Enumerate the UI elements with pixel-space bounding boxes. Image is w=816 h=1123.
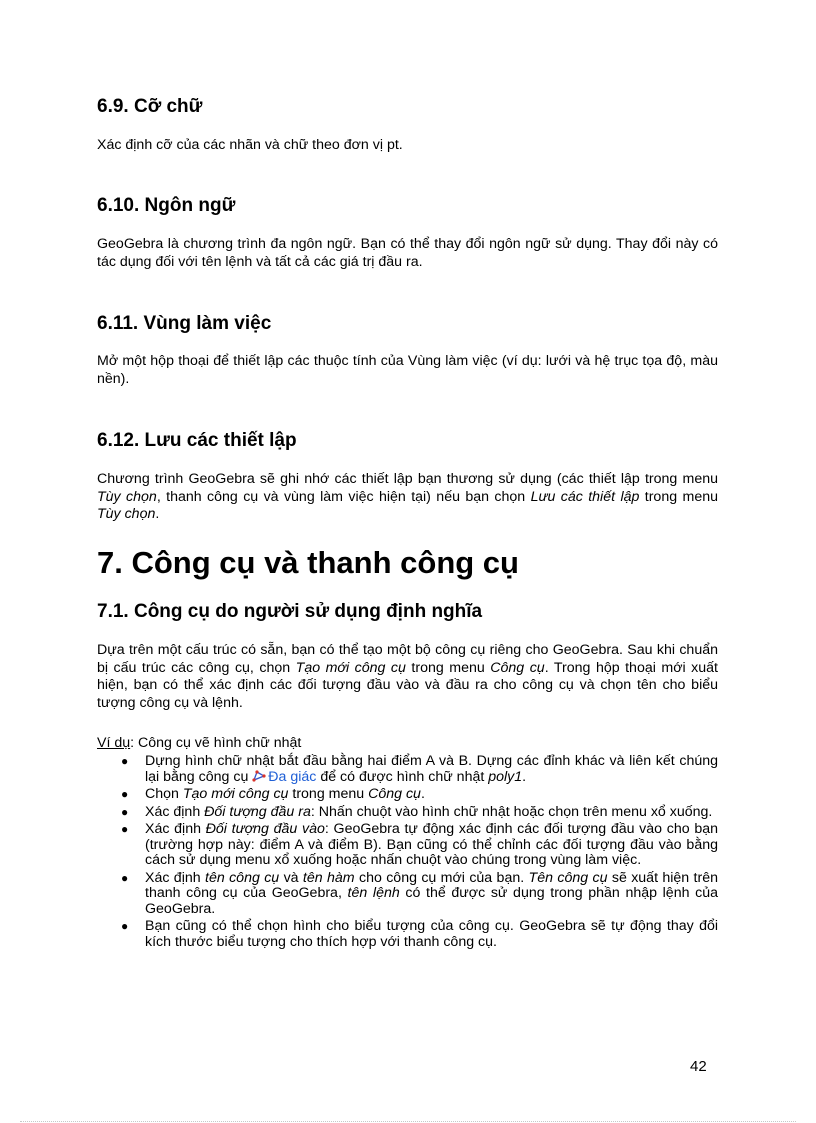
steps-list bbox=[119, 754, 718, 952]
section-body-7-1: Dựa trên một cấu trúc có sẵn, bạn có thể tạo một bộ công cụ riêng cho GeoGebra. Sau khi chuẩn bị cấu trúc các công cụ, chọn Tạo mới công cụ trong menu Công cụ. Trong hộp thoại mới xuất hiện, bạn có thể xác định các đối tượng đầu vào và đầu ra cho công cụ và chọn tên cho biểu tượng công cụ và lệnh. bbox=[97, 642, 718, 711]
list-item: ● Bạn cũng có thể chọn hình cho biểu tượng của công cụ. GeoGebra sẽ tự động thay đổi kích thước biểu tượng cho thích hợp với thanh công cụ. bbox=[121, 918, 718, 950]
list-item: ● Xác định Đối tượng đầu vào: GeoGebra tự động xác định các đối tượng đầu vào cho bạn (trường hợp này: điểm A và điểm B). Bạn cũng có thể chỉnh các đối tượng đầu vào bằng cách sử dụng menu xổ xuống hoặc nhấn chuột vào chúng trong vùng làm việc. bbox=[121, 821, 719, 868]
list-item: ● Chọn Tạo mới công cụ trong menu Công cụ. bbox=[121, 786, 425, 802]
bullet-dot-icon: ● bbox=[121, 804, 129, 819]
section-body-6-11: Mở một hộp thoại để thiết lập các thuộc tính của Vùng làm việc (ví dụ: lưới và hệ trục tọa độ, màu nền). bbox=[97, 353, 718, 387]
section-heading-6-11: 6.11. Vùng làm việc bbox=[97, 313, 272, 334]
bullet-dot-icon: ● bbox=[121, 754, 129, 768]
list-item: ● Xác định Đối tượng đầu ra: Nhấn chuột vào hình chữ nhật hoặc chọn trên menu xổ xuống. bbox=[121, 803, 713, 820]
list-item: ● Xác định tên công cụ và tên hàm cho công cụ mới của bạn. Tên công cụ sẽ xuất hiện trên thanh công cụ của GeoGebra, tên lệnh có thể được sử dụng trong phần nhập lệnh của GeoGebra. bbox=[121, 869, 719, 917]
polygon-tool-link[interactable]: Đa giác bbox=[268, 768, 317, 785]
bullet-dot-icon: ● bbox=[121, 919, 129, 933]
bullet-dot-icon: ● bbox=[121, 787, 129, 801]
section-heading-6-10: 6.10. Ngôn ngữ bbox=[97, 195, 236, 216]
page-bottom-divider bbox=[20, 1121, 796, 1122]
section-body-6-12: Chương trình GeoGebra sẽ ghi nhớ các thiết lập bạn thương sử dụng (các thiết lập trong menu Tùy chọn, thanh công cụ và vùng làm việc hiện tại) nếu bạn chọn Lưu các thiết lập trong menu Tùy chọn. bbox=[97, 471, 718, 522]
bullet-dot-icon: ● bbox=[121, 870, 129, 885]
section-heading-7-1: 7.1. Công cụ do người sử dụng định nghĩa bbox=[97, 601, 483, 622]
bullet-dot-icon: ● bbox=[121, 822, 129, 836]
chapter-heading-7: 7. Công cụ và thanh công cụ bbox=[97, 545, 519, 580]
section-body-6-10: GeoGebra là chương trình đa ngôn ngữ. Bạn có thể thay đổi ngôn ngữ sử dụng. Thay đổi này có tác dụng đối với tên lệnh và tất cả các giá trị đầu ra. bbox=[97, 236, 718, 270]
section-body-6-9: Xác định cỡ của các nhãn và chữ theo đơn vị pt. bbox=[97, 137, 403, 153]
polygon-tool-icon bbox=[252, 770, 266, 782]
section-heading-6-12: 6.12. Lưu các thiết lập bbox=[97, 430, 297, 451]
example-line: Ví dụ: Công cụ vẽ hình chữ nhật bbox=[97, 735, 302, 751]
page-number: 42 bbox=[690, 1058, 707, 1075]
list-item: ● Dựng hình chữ nhật bắt đầu bằng hai điểm A và B. Dựng các đỉnh khác và liên kết chúng lại bằng công cụ Đa giác để có được hình chữ nhật poly1. bbox=[121, 753, 718, 785]
example-label: Ví dụ bbox=[97, 735, 131, 751]
section-heading-6-9: 6.9. Cỡ chữ bbox=[97, 96, 203, 117]
